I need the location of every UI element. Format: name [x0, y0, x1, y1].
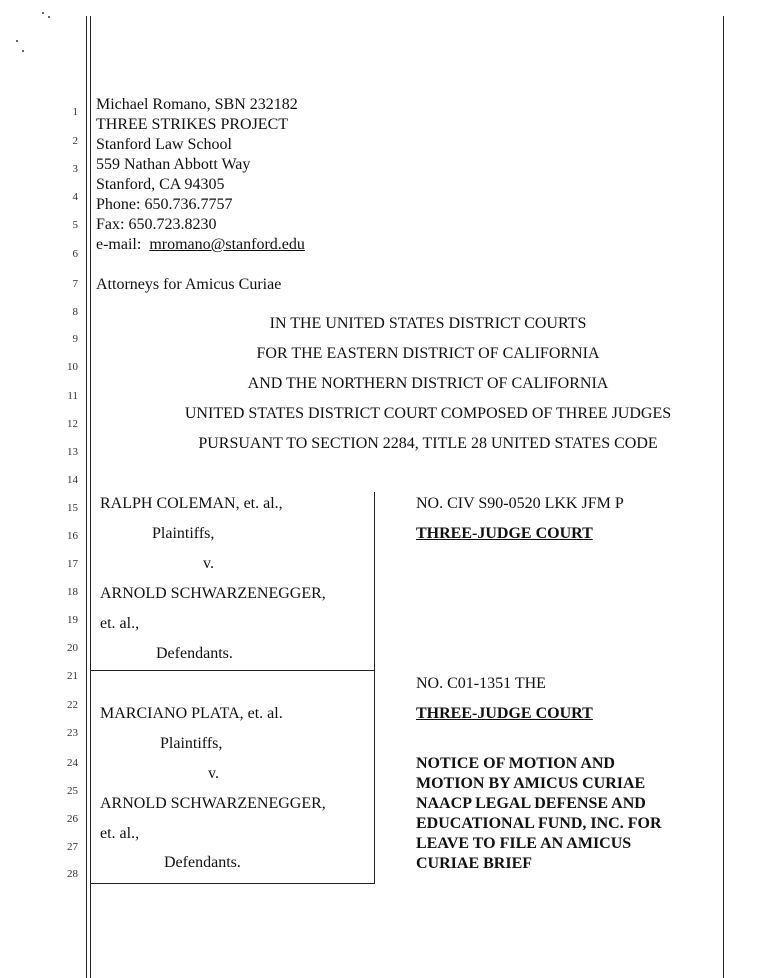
- counsel-role: Attorneys for Amicus Curiae: [96, 276, 282, 293]
- line-number: 26: [67, 813, 78, 825]
- line-number: 25: [67, 785, 78, 797]
- motion-title-line-5: LEAVE TO FILE AN AMICUS: [416, 835, 632, 852]
- caption-divider-vertical: [374, 492, 375, 884]
- case1-defendant-role: Defendants.: [156, 645, 233, 662]
- line-number: 16: [67, 530, 78, 542]
- line-number: 17: [67, 558, 78, 570]
- line-number: 2: [72, 135, 78, 147]
- motion-title-line-2: MOTION BY AMICUS CURIAE: [416, 775, 646, 792]
- case1-plaintiff: RALPH COLEMAN, et. al.,: [100, 495, 283, 512]
- line-number: 7: [72, 278, 78, 290]
- line-number: 27: [67, 841, 78, 853]
- case2-defendant-role: Defendants.: [164, 854, 241, 871]
- motion-title-line-1: NOTICE OF MOTION AND: [416, 755, 615, 772]
- counsel-address-line2: Stanford, CA 94305: [96, 176, 225, 193]
- motion-title-line-6: CURIAE BRIEF: [416, 855, 533, 872]
- scan-speck: [16, 40, 18, 42]
- court-line-2: FOR THE EASTERN DISTRICT OF CALIFORNIA: [256, 345, 600, 362]
- email-link[interactable]: mromano@stanford.edu: [149, 236, 305, 253]
- line-number: 3: [72, 163, 78, 175]
- case2-plaintiff: MARCIANO PLATA, et. al.: [100, 705, 283, 722]
- case1-plaintiff-role: Plaintiffs,: [152, 525, 215, 542]
- case1-defendant-cont: et. al.,: [100, 615, 140, 632]
- counsel-address-line1: 559 Nathan Abbott Way: [96, 156, 251, 173]
- line-number: 23: [67, 727, 78, 739]
- counsel-phone: Phone: 650.736.7757: [96, 196, 233, 213]
- court-line-3: AND THE NORTHERN DISTRICT OF CALIFORNIA: [247, 375, 609, 392]
- line-number: 1: [72, 106, 78, 118]
- line-number: 9: [72, 333, 78, 345]
- case1-versus: v.: [203, 555, 214, 572]
- line-number: 12: [67, 418, 78, 430]
- case2-defendant-cont: et. al.,: [100, 825, 140, 842]
- line-number: 21: [67, 670, 78, 682]
- line-number: 19: [67, 614, 78, 626]
- right-margin-rule: [723, 16, 724, 978]
- line-number: 8: [72, 306, 78, 318]
- court-line-5: PURSUANT TO SECTION 2284, TITLE 28 UNITED STATES CODE: [198, 435, 658, 452]
- line-number: 13: [67, 446, 78, 458]
- case2-number: NO. C01-1351 THE: [416, 675, 546, 692]
- court-line-1: IN THE UNITED STATES DISTRICT COURTS: [269, 315, 587, 332]
- line-number: 15: [67, 502, 78, 514]
- case1-number: NO. CIV S90-0520 LKK JFM P: [416, 495, 624, 512]
- scan-speck: [42, 12, 44, 14]
- case1-defendant: ARNOLD SCHWARZENEGGER,: [100, 585, 326, 602]
- motion-title-line-3: NAACP LEGAL DEFENSE AND: [416, 795, 646, 812]
- left-margin-rule-inner: [90, 16, 91, 978]
- case1-court-label: THREE-JUDGE COURT: [416, 525, 593, 542]
- line-number: 10: [67, 361, 78, 373]
- counsel-email-row: [96, 235, 305, 255]
- case2-court-label: THREE-JUDGE COURT: [416, 705, 593, 722]
- left-margin-rule-outer: [86, 16, 87, 978]
- line-number: 14: [67, 474, 78, 486]
- case2-versus: v.: [208, 765, 219, 782]
- counsel-fax: Fax: 650.723.8230: [96, 216, 217, 233]
- line-number: 11: [67, 390, 78, 402]
- scan-speck: [48, 16, 50, 18]
- email-label: e-mail:: [96, 236, 142, 253]
- caption-divider-middle: [90, 670, 374, 671]
- line-number: 4: [72, 191, 78, 203]
- court-line-4: UNITED STATES DISTRICT COURT COMPOSED OF THREE JUDGES: [184, 405, 672, 422]
- line-number: 28: [67, 868, 78, 880]
- counsel-org: THREE STRIKES PROJECT: [96, 116, 289, 133]
- line-number: 24: [67, 757, 78, 769]
- counsel-school: Stanford Law School: [96, 136, 232, 153]
- line-number: 6: [72, 248, 78, 260]
- case2-defendant: ARNOLD SCHWARZENEGGER,: [100, 795, 326, 812]
- line-number: 20: [67, 642, 78, 654]
- case2-plaintiff-role: Plaintiffs,: [160, 735, 223, 752]
- line-number: 5: [72, 219, 78, 231]
- counsel-name: Michael Romano, SBN 232182: [96, 96, 298, 113]
- motion-title-line-4: EDUCATIONAL FUND, INC. FOR: [416, 815, 662, 832]
- caption-divider-bottom: [90, 883, 374, 884]
- scan-speck: [22, 50, 24, 52]
- line-number: 22: [67, 699, 78, 711]
- line-number: 18: [67, 586, 78, 598]
